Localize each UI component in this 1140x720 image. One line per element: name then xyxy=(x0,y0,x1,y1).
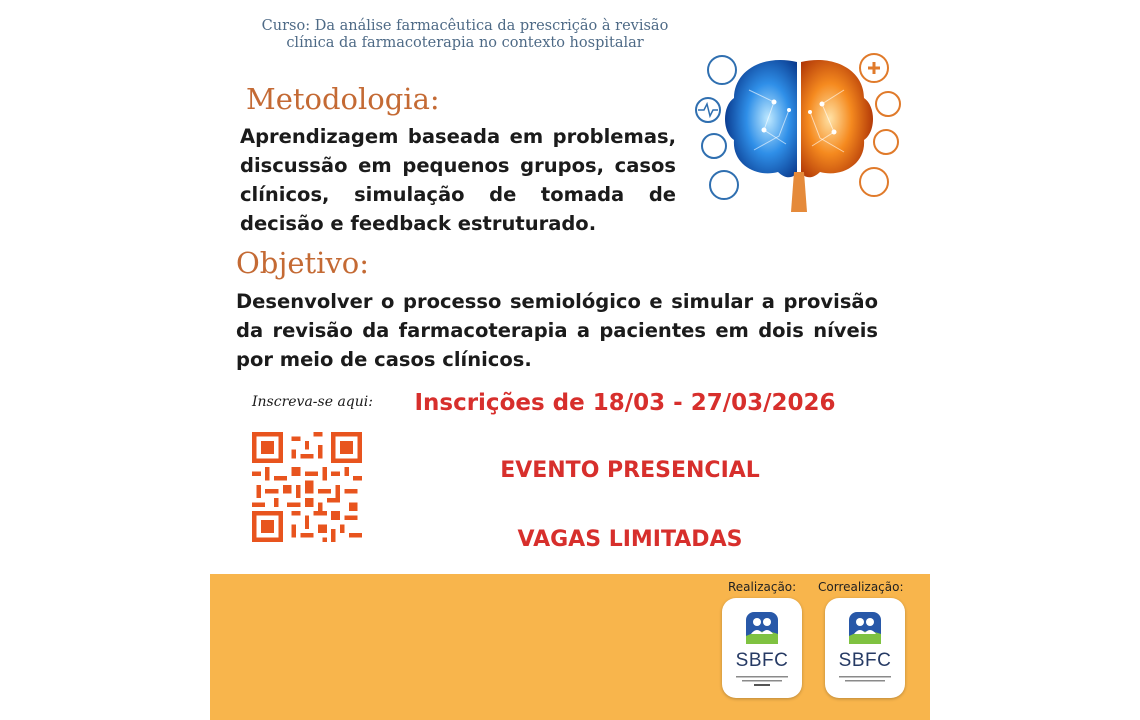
logo-fine-print xyxy=(728,674,796,688)
poster xyxy=(210,0,930,720)
metodologia-heading: Metodologia: xyxy=(246,82,440,116)
sbfc-logo-text: SBFC xyxy=(838,650,892,671)
objetivo-text: Desenvolver o processo semiológico e simular a provisão da revisão da farmacoterapia a pacientes em dois níveis por meio de casos clínicos. xyxy=(236,290,878,371)
sbfc-logo xyxy=(825,598,905,698)
footer-band xyxy=(210,574,930,720)
brain-illustration-icon xyxy=(694,40,904,220)
inscricoes-dates: Inscrições de 18/03 - 27/03/2026 xyxy=(414,390,836,416)
realizacao-label: Realização: xyxy=(728,580,797,594)
course-title: Curso: Da análise farmacêutica da prescrição à revisão clínica da farmacoterapia no contexto hospitalar xyxy=(261,18,669,51)
sbfc-emblem-icon xyxy=(744,610,780,646)
inscreva-label: Inscreva-se aqui: xyxy=(252,394,373,410)
sbfc-emblem-icon xyxy=(847,610,883,646)
vagas-limitadas: VAGAS LIMITADAS xyxy=(517,527,743,552)
evento-presencial: EVENTO PRESENCIAL xyxy=(500,458,760,483)
sbfc-bahia-logo xyxy=(722,598,802,698)
logo-fine-print xyxy=(831,674,899,688)
qr-code-icon[interactable] xyxy=(252,432,362,542)
objetivo-heading: Objetivo: xyxy=(236,246,370,280)
correalizacao-label: Correalização: xyxy=(818,580,904,594)
metodologia-text: Aprendizagem baseada em problemas, discussão em pequenos grupos, casos clínicos, simulação de tomada de decisão e feedback estruturado. xyxy=(240,125,676,235)
sbfc-logo-text: SBFC xyxy=(735,650,789,671)
